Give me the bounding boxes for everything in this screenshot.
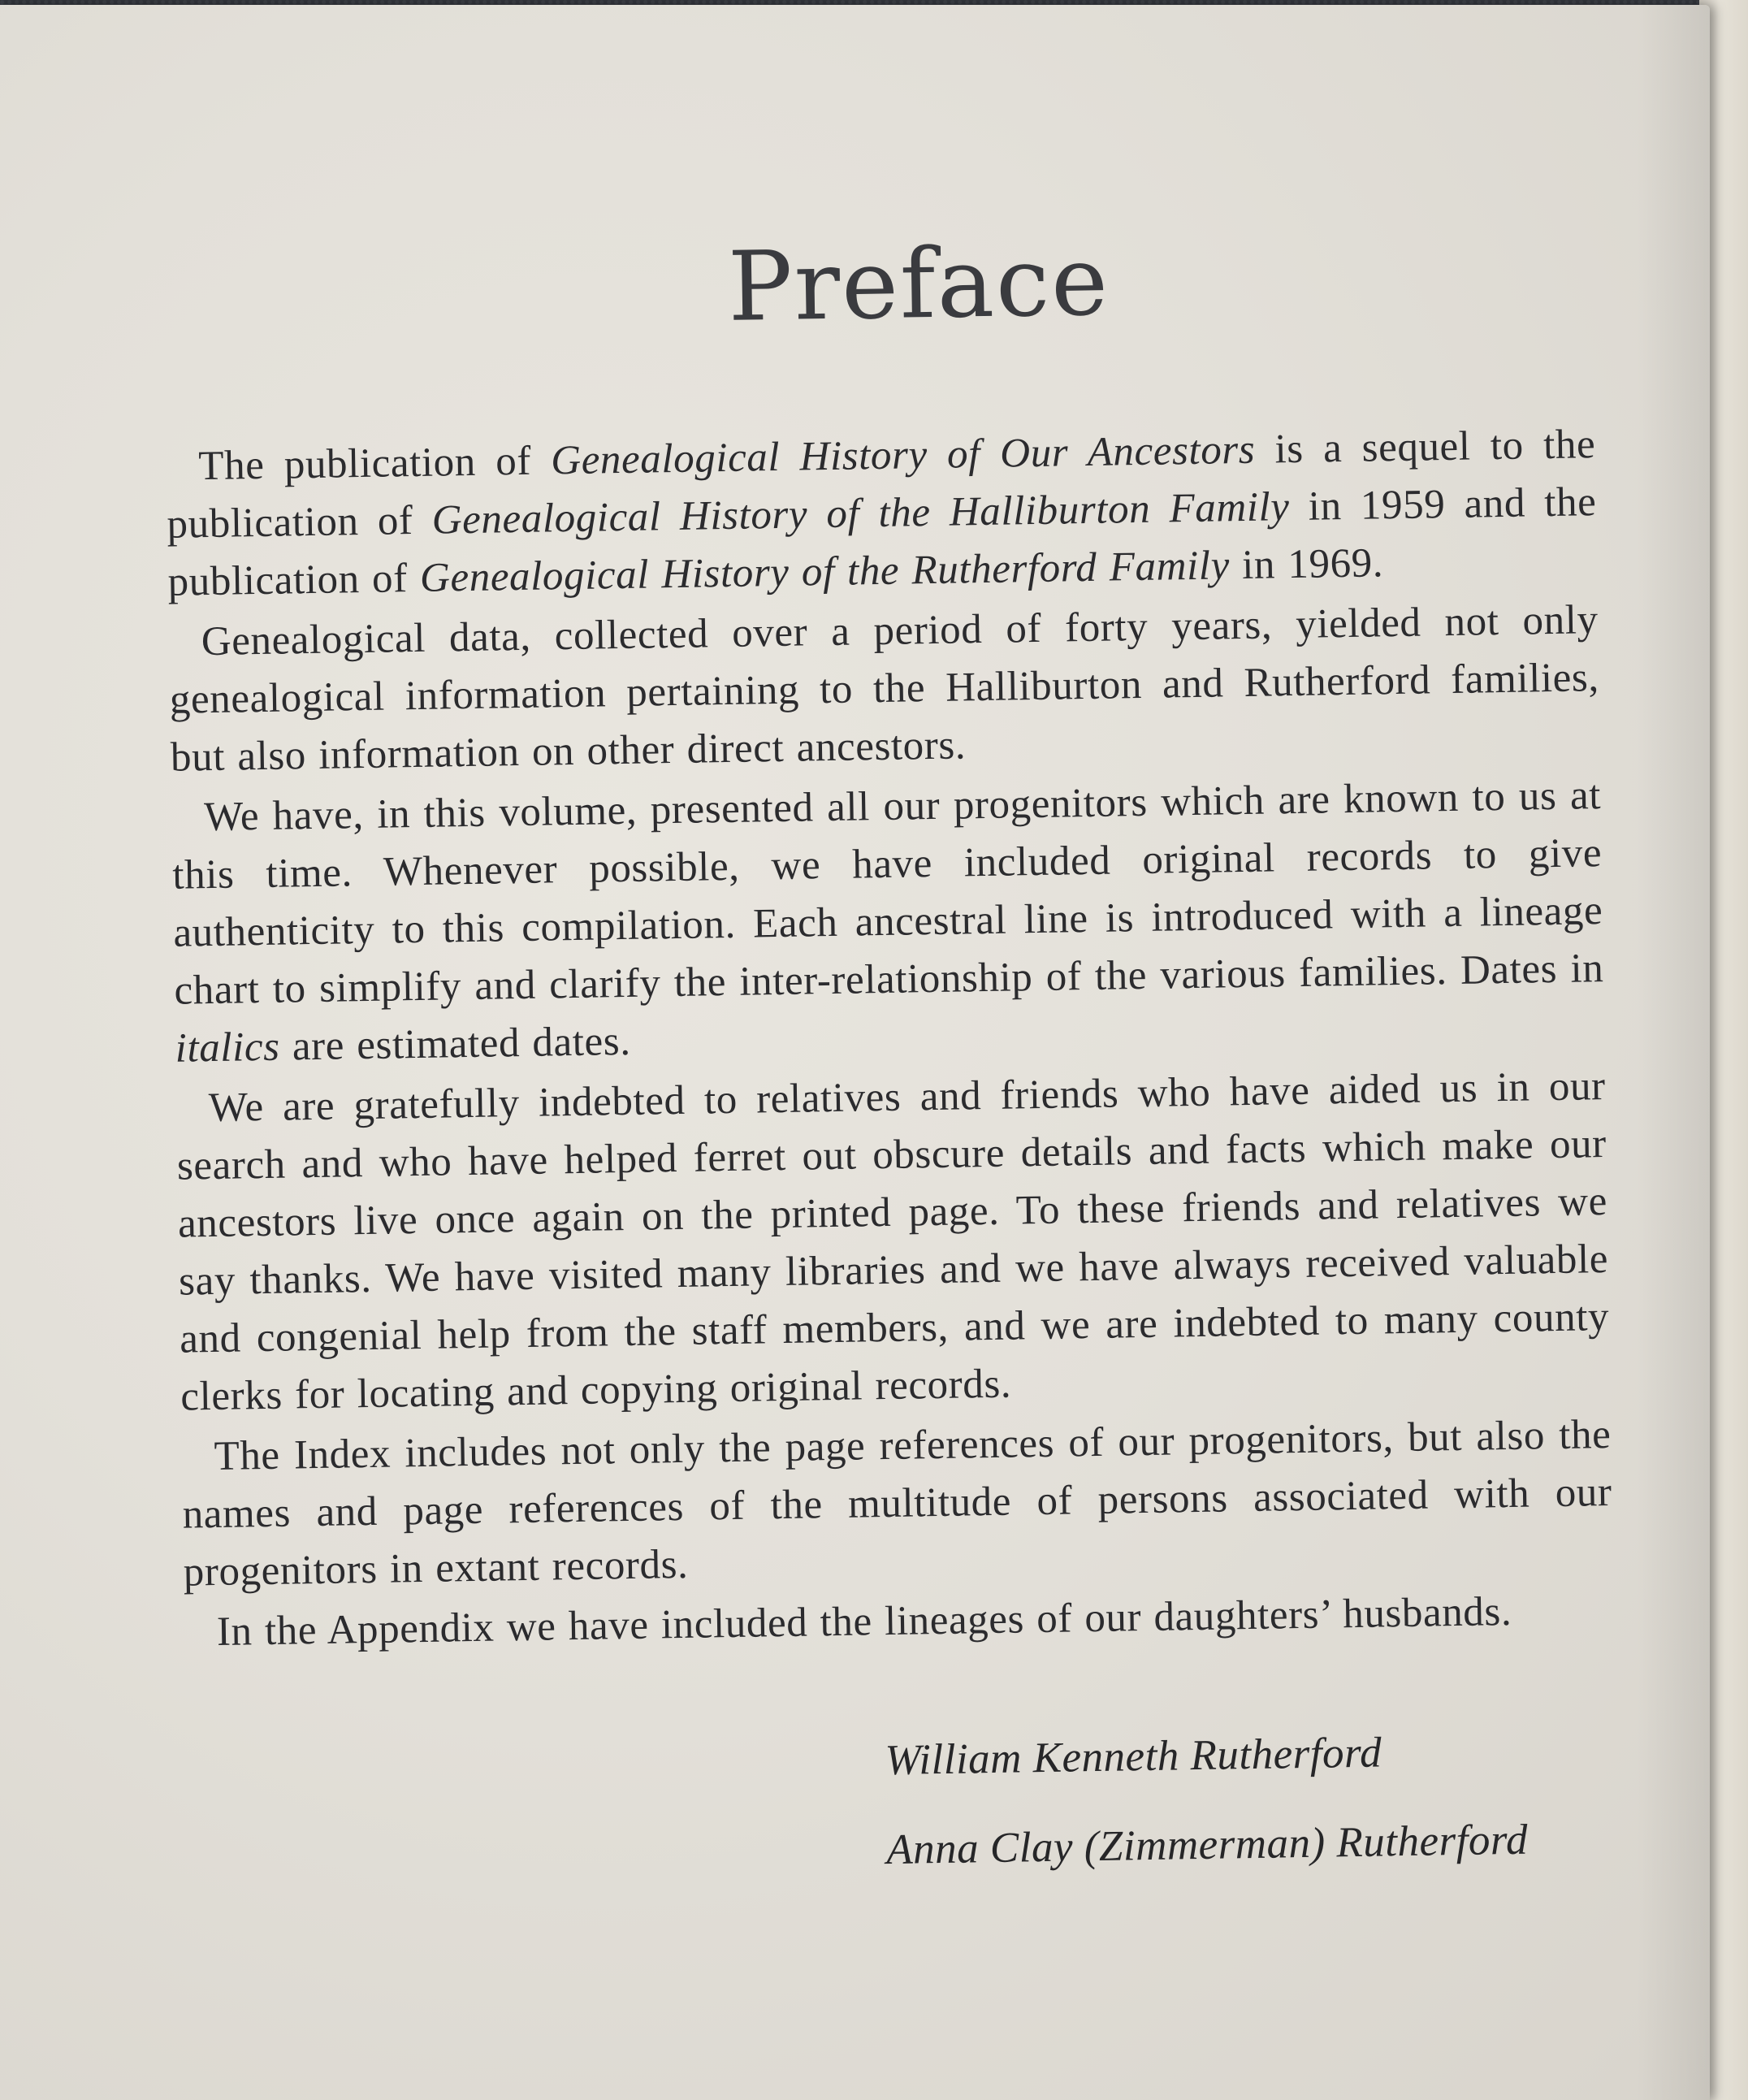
preface-paragraph: [175, 1058, 1610, 1427]
paragraph-text: The publication of: [197, 438, 552, 489]
paragraph-text: The Index includes not only the page references of our progenitors, but also the names and page references of the multitude of persons associated with our progenitors in extant records.: [182, 1411, 1612, 1596]
paragraph-text: in 1959 and the publication of: [167, 478, 1597, 605]
preface-paragraph: [166, 416, 1598, 612]
paragraph-text: We have, in this volume, presented all our progenitors which are known to us at this time. Whenever possible, we have included original records to give authenticity to this compilation. Each ancestral line is introduced with a lineage chart to simplify and clarify the inter-relationship of the various families. Dates in: [171, 772, 1604, 1014]
paragraph-text: Genealogical data, collected over a period of forty years, yielded not only genealogical information pertaining to the Halliburton and Rutherford families, but also information on other direct ancestors.: [169, 596, 1600, 781]
paragraph-text: is a sequel to the publication of: [167, 421, 1596, 548]
preface-body: [166, 416, 1614, 1661]
italic-title-text: Genealogical History of the Halliburton Family: [431, 483, 1290, 543]
page-content: [162, 221, 1618, 1905]
italic-title-text: Genealogical History of Our Ancestors: [550, 426, 1256, 484]
preface-paragraph: [181, 1406, 1613, 1602]
paragraph-text: We are gratefully indebted to relatives and friends who have aided us in our search and who have helped ferret out obscure details and facts which make our ancestors live once again on the printed page. To these friends and relatives we say thanks. We have visited many libraries and we have always received valuable and congenial help from the staff members, and we are indebted to many county clerks for locating and copying original records.: [176, 1063, 1610, 1420]
page-title: Preface: [727, 224, 1110, 343]
signature-block: [186, 1704, 1618, 1906]
paragraph-text: In the Appendix we have included the lineages of our daughters’ husbands.: [216, 1588, 1512, 1655]
preface-paragraph: [168, 591, 1600, 787]
paragraph-text: in 1969.: [1229, 540, 1384, 589]
paragraph-text: are estimated dates.: [279, 1018, 632, 1070]
italic-title-text: italics: [175, 1024, 280, 1072]
italic-title-text: Genealogical History of the Rutherford Family: [419, 543, 1231, 601]
coauthor-signature: Anna Clay (Zimmerman) Rutherford: [885, 1816, 1529, 1873]
author-signature: William Kenneth Rutherford: [885, 1729, 1382, 1784]
preface-paragraph: [171, 767, 1605, 1078]
book-page: [0, 5, 1710, 2100]
